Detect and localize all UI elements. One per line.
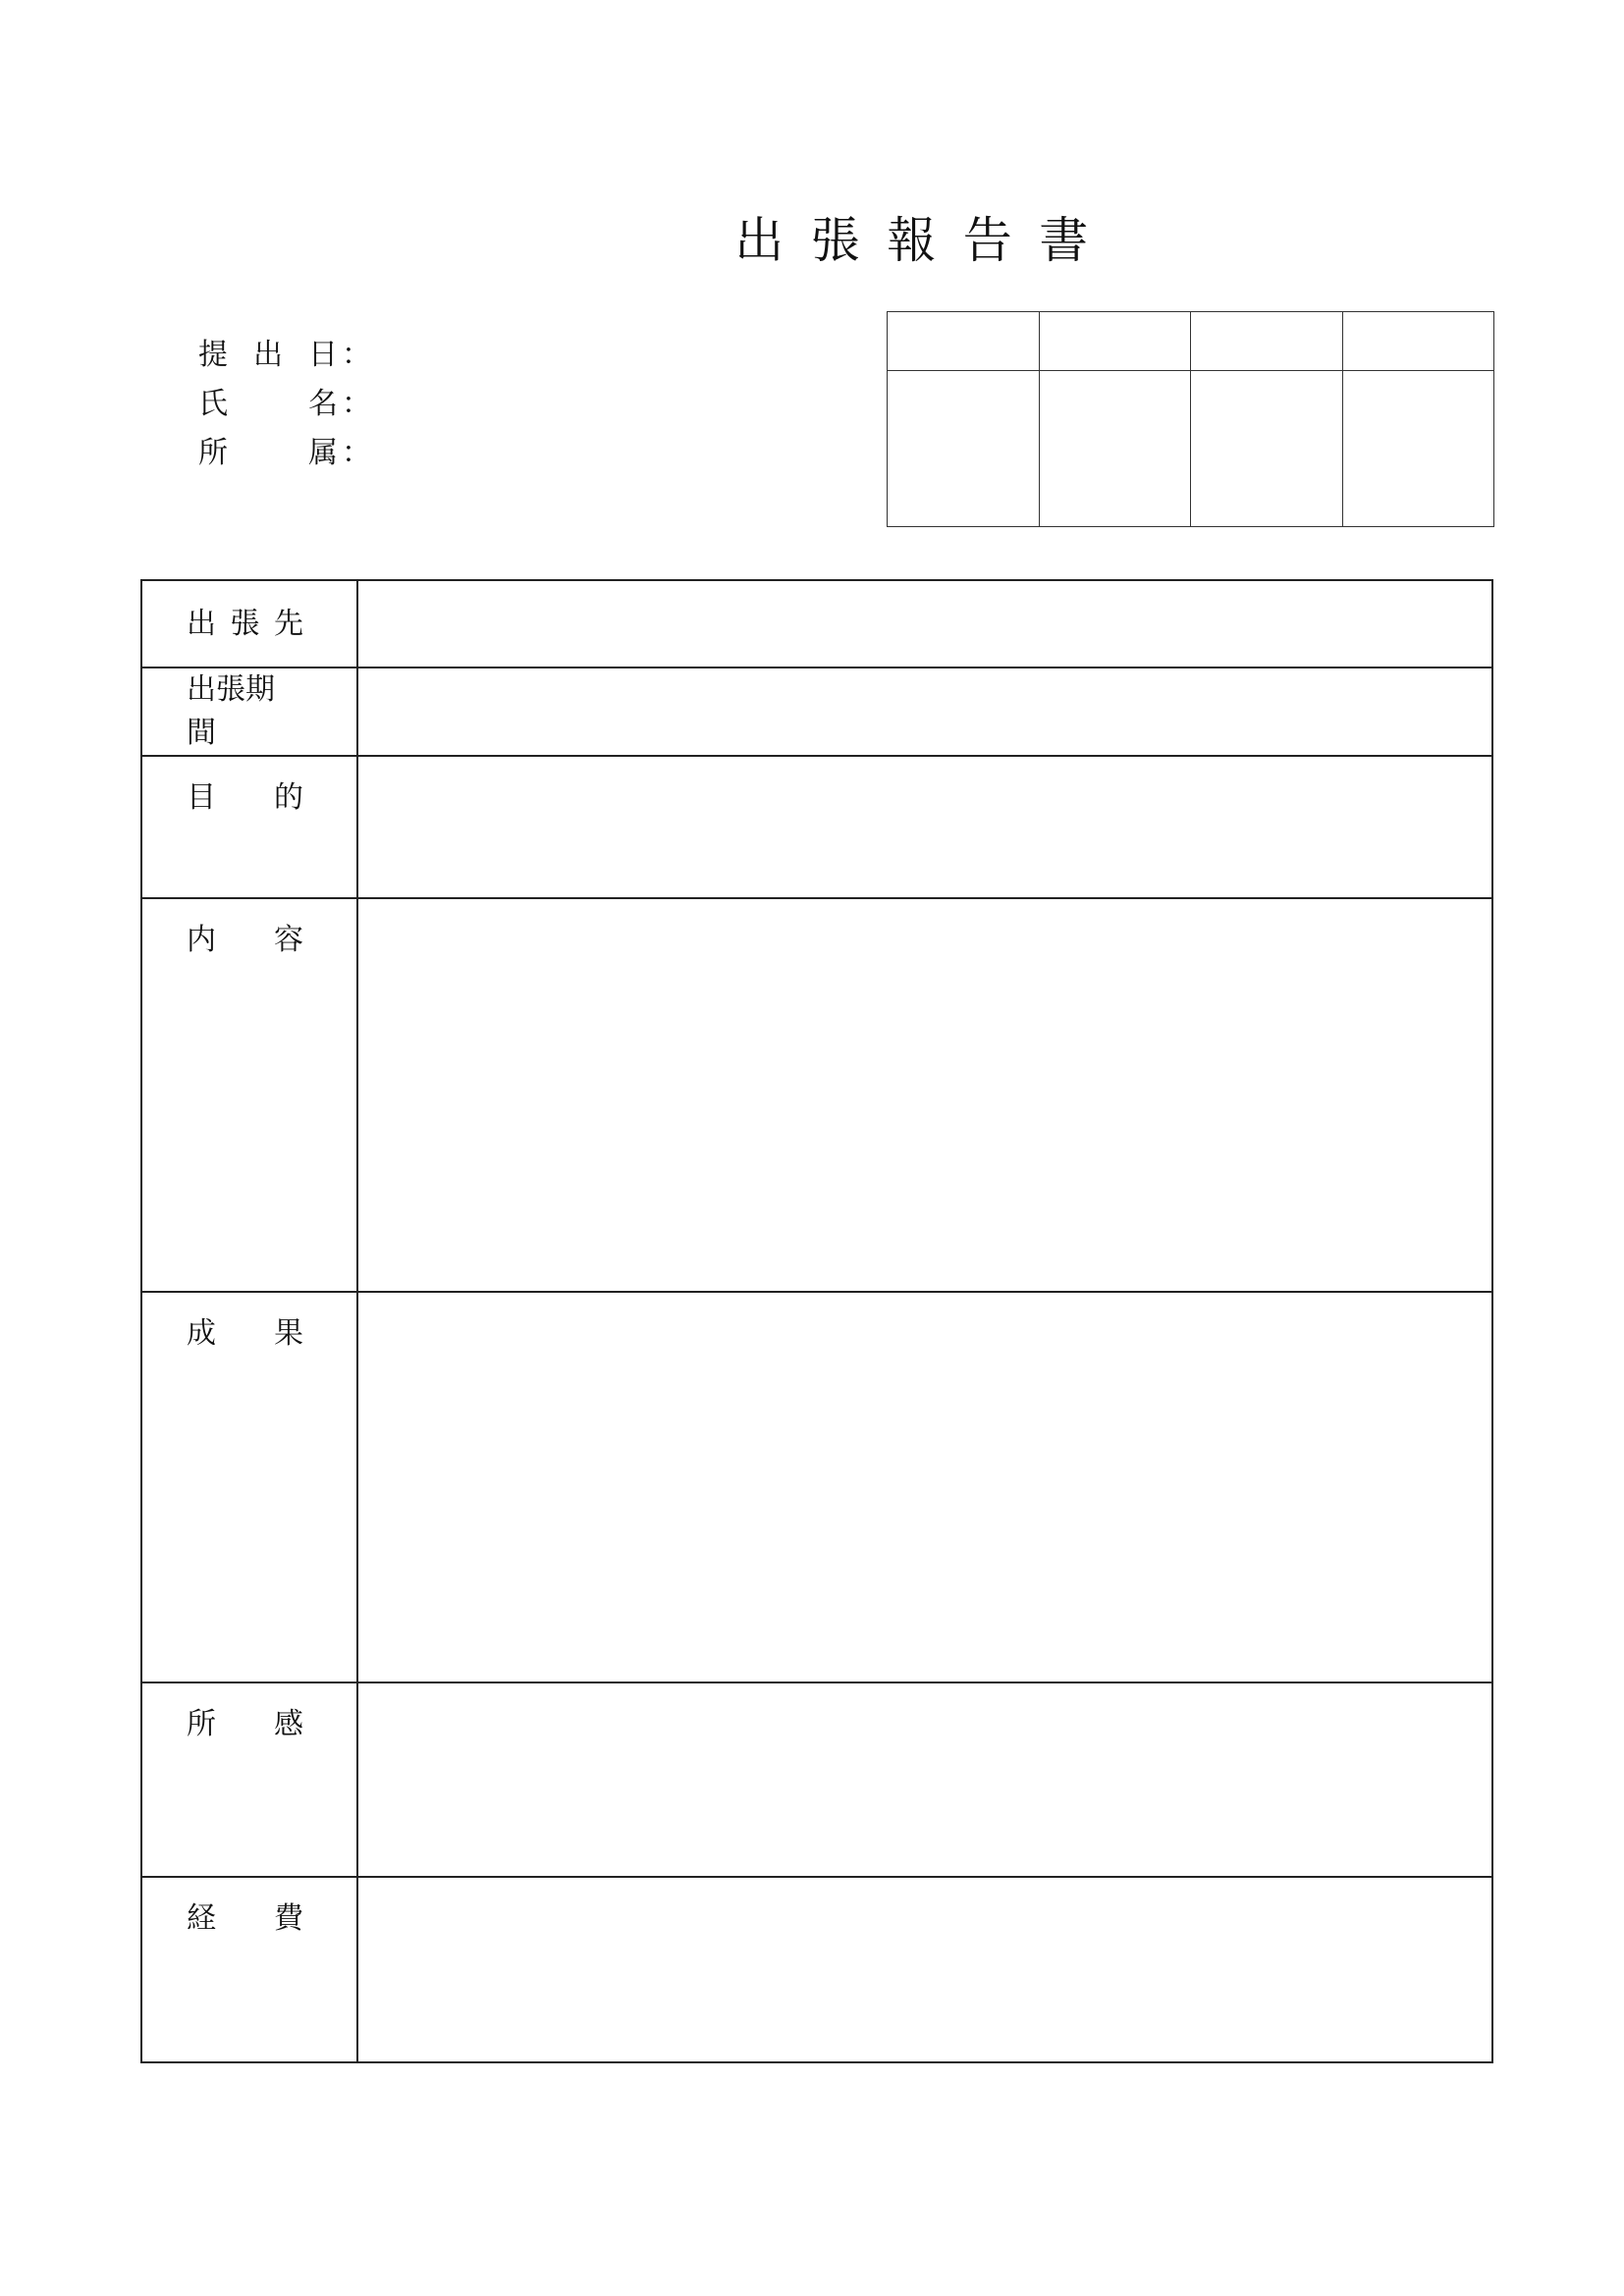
name-colon: ：	[342, 387, 371, 421]
results-value[interactable]	[357, 1292, 1492, 1682]
content-label: 内 容	[141, 898, 357, 1292]
trip-period-label: 出張期間	[141, 667, 357, 756]
table-row	[141, 756, 1492, 898]
content-value[interactable]	[357, 898, 1492, 1292]
document-title: 出張報告書	[734, 212, 1115, 269]
purpose-value[interactable]	[357, 756, 1492, 898]
approval-stamp-boxes	[887, 311, 1494, 527]
submission-date-field[interactable]	[198, 331, 371, 380]
table-row	[141, 1292, 1492, 1682]
department-label: 所 属	[198, 436, 338, 470]
submission-date-label: 提 出 日	[198, 338, 338, 372]
approval-stamp-cell-1[interactable]	[888, 371, 1040, 527]
submission-date-colon: ：	[342, 338, 371, 372]
approval-title-cell-2[interactable]	[1039, 312, 1191, 371]
table-row	[141, 1682, 1492, 1877]
purpose-label: 目 的	[141, 756, 357, 898]
approval-title-cell-1[interactable]	[888, 312, 1040, 371]
header-fields	[198, 331, 371, 478]
trip-period-value[interactable]	[357, 667, 1492, 756]
expenses-label: 経 費	[141, 1877, 357, 2062]
name-field[interactable]	[198, 380, 371, 429]
approval-stamp-row	[888, 371, 1494, 527]
report-table	[140, 579, 1493, 2063]
results-label: 成 果	[141, 1292, 357, 1682]
destination-label: 出 張 先	[141, 580, 357, 667]
approval-header-row	[888, 312, 1494, 371]
table-row	[141, 667, 1492, 756]
impressions-label: 所 感	[141, 1682, 357, 1877]
table-row	[141, 898, 1492, 1292]
approval-title-cell-3[interactable]	[1191, 312, 1343, 371]
approval-title-cell-4[interactable]	[1342, 312, 1494, 371]
approval-stamp-cell-2[interactable]	[1039, 371, 1191, 527]
department-colon: ：	[342, 436, 371, 470]
department-field[interactable]	[198, 429, 371, 478]
table-row	[141, 1877, 1492, 2062]
expenses-value[interactable]	[357, 1877, 1492, 2062]
name-label: 氏 名	[198, 387, 338, 421]
table-row	[141, 580, 1492, 667]
destination-value[interactable]	[357, 580, 1492, 667]
approval-stamp-cell-3[interactable]	[1191, 371, 1343, 527]
impressions-value[interactable]	[357, 1682, 1492, 1877]
approval-stamp-cell-4[interactable]	[1342, 371, 1494, 527]
